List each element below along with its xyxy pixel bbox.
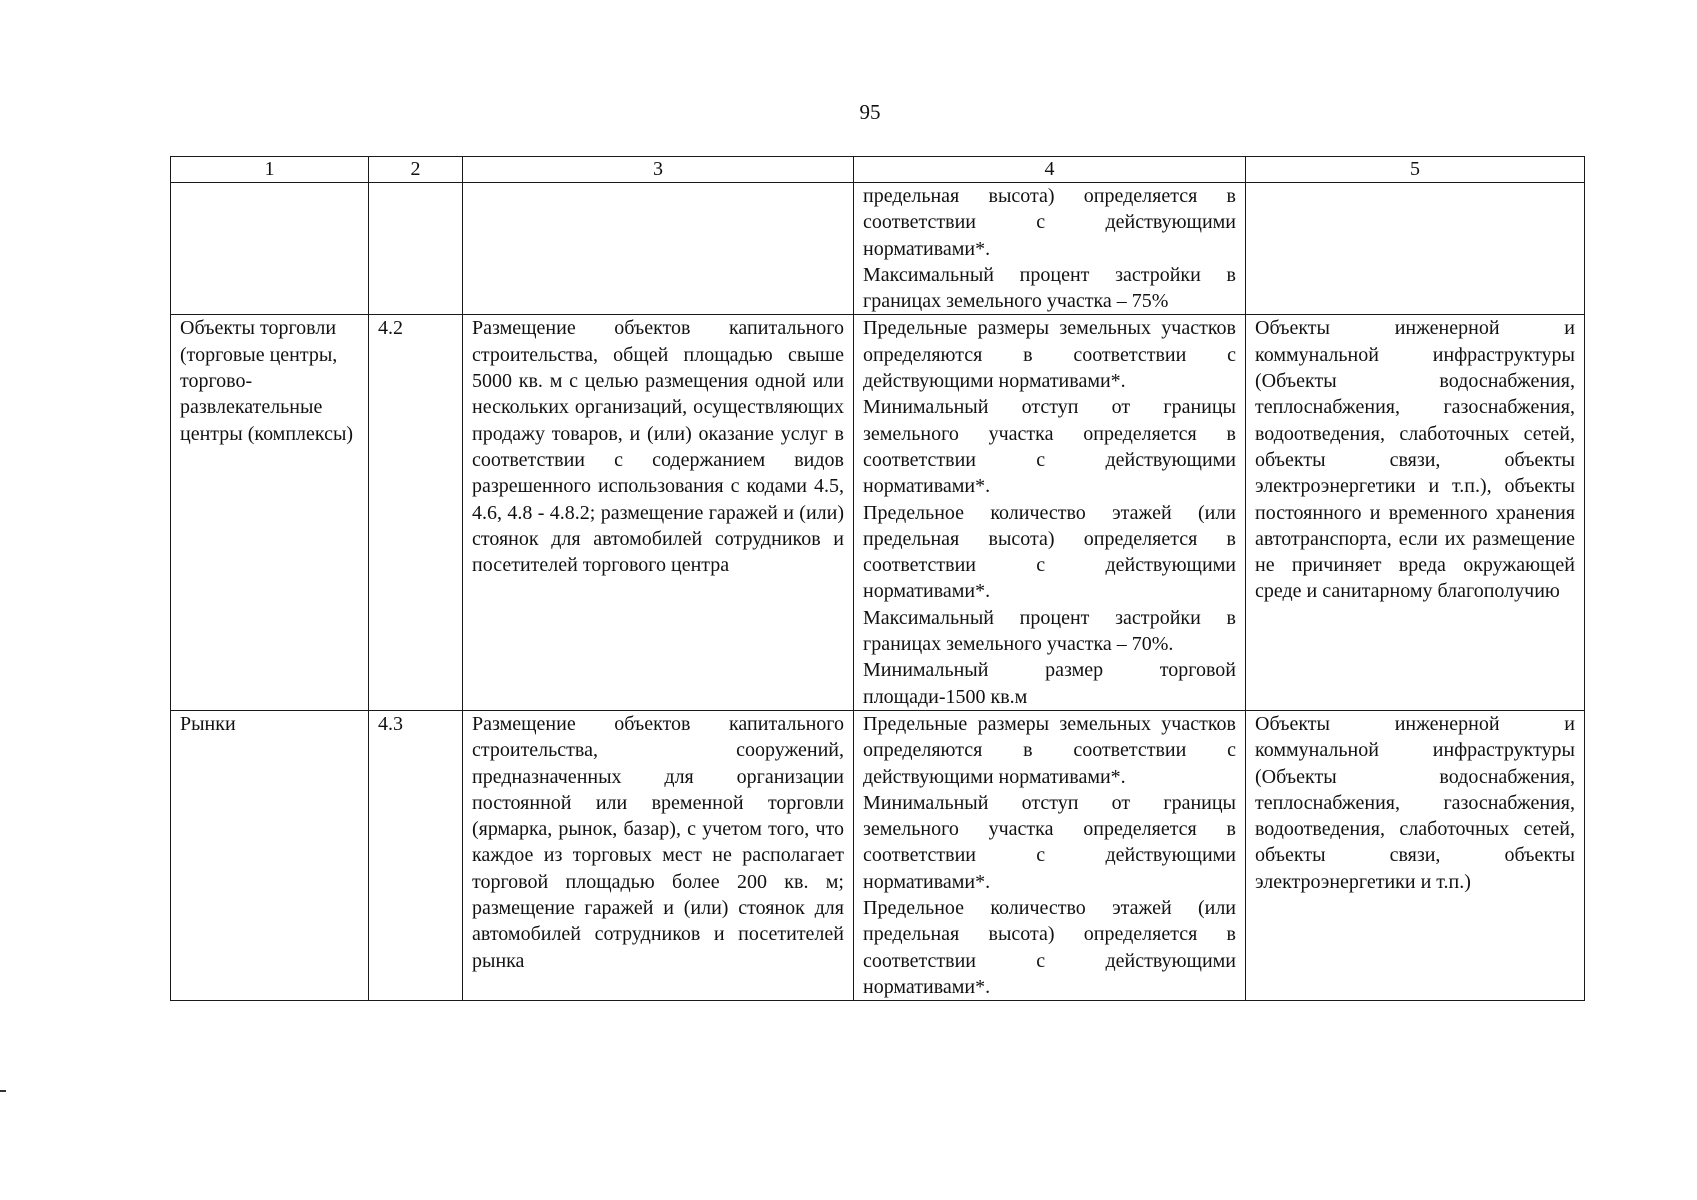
column-header-3: 3 (463, 157, 854, 183)
table-row (171, 183, 1585, 315)
cell-description (463, 183, 854, 315)
cell-parameters (854, 183, 1246, 315)
parameter-paragraph: Предельные размеры земельных участков определяются в соответствии с действующими нормативами*. (863, 317, 1236, 393)
parameter-paragraph: Максимальный процент застройки в границах земельного участка – 70%. (863, 606, 1236, 656)
table-row (171, 315, 1585, 710)
parameter-paragraph: Минимальный размер торговой площади-1500 кв.м (863, 659, 1236, 708)
cell-auxiliary-uses (1246, 183, 1585, 315)
cell-auxiliary-uses: Объекты инженерной и коммунальной инфраструктуры (Объекты водоснабжения, теплоснабжения, газоснабжения, водоотведения, слаботочных сетей, объекты связи, объекты электроэнергетики и т.п.), объекты постоянного и временного хранения автотранспорта, если их размещение не причиняет вреда окружающей среде и санитарному благополучию (1246, 315, 1585, 710)
parameter-paragraph: Минимальный отступ от границы земельного участка определяется в соответствии с действующими нормативами*. (863, 396, 1236, 498)
parameter-paragraph: предельная высота) определяется в соответствии с действующими нормативами*. (863, 185, 1236, 260)
cell-auxiliary-uses: Объекты инженерной и коммунальной инфраструктуры (Объекты водоснабжения, теплоснабжения, газоснабжения, водоотведения, слаботочных сетей, объекты связи, объекты электроэнергетики и т.п.) (1246, 710, 1585, 1000)
page-number: 95 (859, 100, 881, 124)
cell-code: 4.3 (369, 710, 463, 1000)
cell-code: 4.2 (369, 315, 463, 710)
column-header-2: 2 (369, 157, 463, 183)
column-header-1: 1 (171, 157, 369, 183)
table-header-row (171, 157, 1585, 183)
table-row (171, 710, 1585, 1000)
cell-description: Размещение объектов капитального строительства, сооружений, предназначенных для организации постоянной или временной торговли (ярмарка, рынок, базар), с учетом того, что каждое из торговых мест не располагает торговой площадью более 200 кв. м; размещение гаражей и (или) стоянок для автомобилей сотрудников и посетителей рынка (463, 710, 854, 1000)
cell-parameters (854, 315, 1246, 710)
margin-mark (0, 1090, 6, 1092)
parameter-paragraph: Предельное количество этажей (или предельная высота) определяется в соответствии с действующими нормативами*. (863, 897, 1236, 998)
parameter-paragraph: Предельное количество этажей (или предельная высота) определяется в соответствии с действующими нормативами*. (863, 501, 1236, 603)
land-use-table (170, 156, 1585, 1001)
cell-parameters (854, 710, 1246, 1000)
column-header-4: 4 (854, 157, 1246, 183)
cell-use-name: Рынки (171, 710, 369, 1000)
cell-use-name: Объекты торговли (торговые центры, торгово-развлекательные центры (комплексы) (171, 315, 369, 710)
cell-use-name (171, 183, 369, 315)
cell-code (369, 183, 463, 315)
cell-description: Размещение объектов капитального строительства, общей площадью свыше 5000 кв. м с целью размещения одной или нескольких организаций, осуществляющих продажу товаров, и (или) оказание услуг в соответствии с содержанием видов разрешенного использования с кодами 4.5, 4.6, 4.8 - 4.8.2; размещение гаражей и (или) стоянок для автомобилей сотрудников и посетителей торгового центра (463, 315, 854, 710)
column-header-5: 5 (1246, 157, 1585, 183)
parameter-paragraph: Максимальный процент застройки в границах земельного участка – 75% (863, 263, 1236, 313)
parameter-paragraph: Предельные размеры земельных участков определяются в соответствии с действующими нормативами*. (863, 712, 1236, 788)
parameter-paragraph: Минимальный отступ от границы земельного участка определяется в соответствии с действующими нормативами*. (863, 791, 1236, 893)
